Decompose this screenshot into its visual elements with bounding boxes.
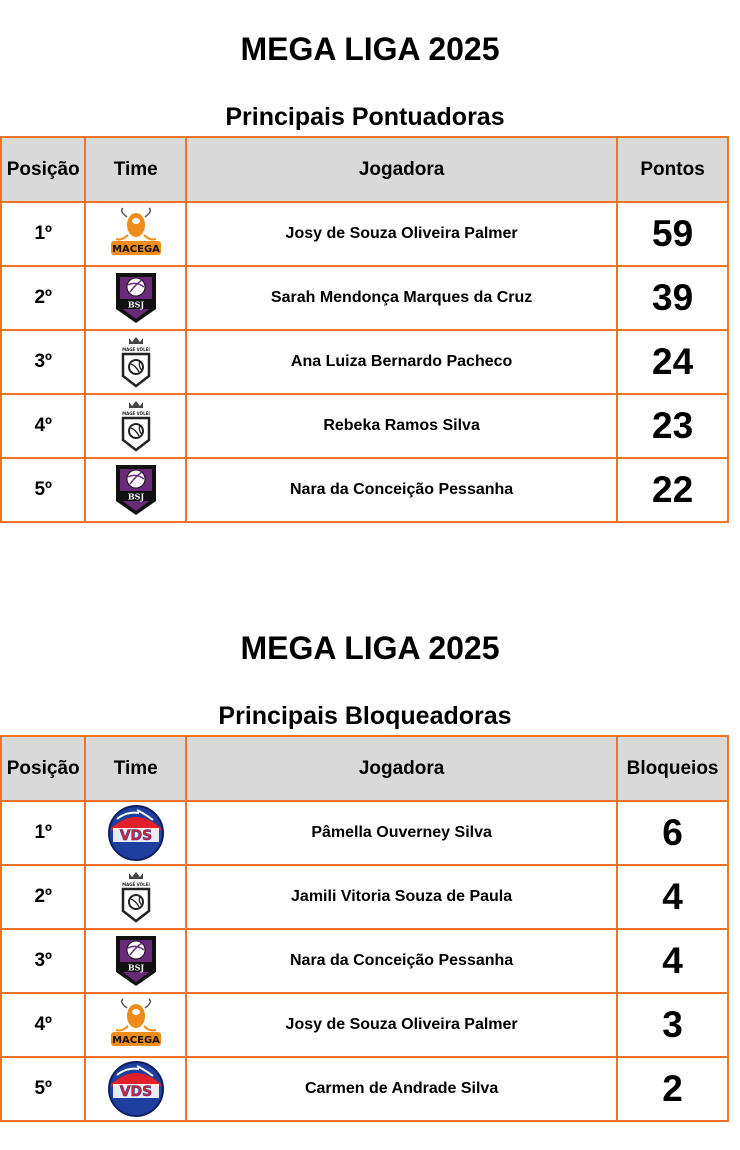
position-cell: 3º bbox=[1, 929, 85, 993]
svg-text:MACEGA: MACEGA bbox=[111, 1035, 160, 1046]
header-position: Posição bbox=[1, 736, 85, 801]
svg-text:BSJ: BSJ bbox=[127, 299, 144, 310]
blocks-value: 3 bbox=[617, 993, 728, 1057]
section-subtitle: Principais Pontuadoras bbox=[225, 103, 505, 131]
position-cell: 2º bbox=[1, 266, 85, 330]
position-cell: 3º bbox=[1, 330, 85, 394]
player-name: Josy de Souza Oliveira Palmer bbox=[186, 202, 617, 266]
bsj-logo bbox=[85, 929, 186, 993]
table-row bbox=[1, 394, 728, 458]
player-name: Ana Luiza Bernardo Pacheco bbox=[186, 330, 617, 394]
position-cell: 5º bbox=[1, 1057, 85, 1121]
player-name: Carmen de Andrade Silva bbox=[186, 1057, 617, 1121]
svg-text:MAGÉ VÔLEI: MAGÉ VÔLEI bbox=[121, 347, 150, 352]
table-row bbox=[1, 458, 728, 522]
header-blocks: Bloqueios bbox=[617, 736, 728, 801]
table-row bbox=[1, 330, 728, 394]
svg-text:BSJ: BSJ bbox=[127, 491, 144, 502]
position-cell: 1º bbox=[1, 202, 85, 266]
svg-text:VDS: VDS bbox=[119, 1084, 152, 1100]
league-title: MEGA LIGA 2025 bbox=[240, 31, 500, 67]
mage-volei-logo bbox=[85, 330, 186, 394]
player-name: Rebeka Ramos Silva bbox=[186, 394, 617, 458]
mage-volei-logo bbox=[85, 394, 186, 458]
points-value: 59 bbox=[617, 202, 728, 266]
blocks-value: 4 bbox=[617, 929, 728, 993]
player-name: Pâmella Ouverney Silva bbox=[186, 801, 617, 865]
table-header-row bbox=[1, 137, 728, 202]
blockers-table bbox=[0, 735, 729, 1122]
player-name: Josy de Souza Oliveira Palmer bbox=[186, 993, 617, 1057]
svg-text:MAGÉ VÔLEI: MAGÉ VÔLEI bbox=[121, 882, 150, 887]
player-name: Jamili Vitoria Souza de Paula bbox=[186, 865, 617, 929]
header-position: Posição bbox=[1, 137, 85, 202]
points-value: 22 bbox=[617, 458, 728, 522]
table-row bbox=[1, 993, 728, 1057]
bsj-logo bbox=[85, 458, 186, 522]
blocks-value: 2 bbox=[617, 1057, 728, 1121]
blocks-value: 6 bbox=[617, 801, 728, 865]
svg-text:MAGÉ VÔLEI: MAGÉ VÔLEI bbox=[121, 411, 150, 416]
points-value: 24 bbox=[617, 330, 728, 394]
bsj-logo bbox=[85, 266, 186, 330]
player-name: Sarah Mendonça Marques da Cruz bbox=[186, 266, 617, 330]
league-title: MEGA LIGA 2025 bbox=[240, 630, 500, 666]
table-row bbox=[1, 929, 728, 993]
blocks-value: 4 bbox=[617, 865, 728, 929]
position-cell: 4º bbox=[1, 394, 85, 458]
mage-volei-logo bbox=[85, 865, 186, 929]
points-value: 39 bbox=[617, 266, 728, 330]
position-cell: 1º bbox=[1, 801, 85, 865]
vds-logo bbox=[85, 801, 186, 865]
scorers-table bbox=[0, 136, 729, 523]
header-team: Time bbox=[85, 736, 186, 801]
table-row bbox=[1, 1057, 728, 1121]
header-points: Pontos bbox=[617, 137, 728, 202]
header-player: Jogadora bbox=[186, 736, 617, 801]
section-subtitle: Principais Bloqueadoras bbox=[218, 702, 512, 730]
position-cell: 2º bbox=[1, 865, 85, 929]
svg-text:MACEGA: MACEGA bbox=[111, 244, 160, 255]
svg-text:BSJ: BSJ bbox=[127, 962, 144, 973]
macega-logo bbox=[85, 202, 186, 266]
player-name: Nara da Conceição Pessanha bbox=[186, 458, 617, 522]
header-team: Time bbox=[85, 137, 186, 202]
points-value: 23 bbox=[617, 394, 728, 458]
table-row bbox=[1, 202, 728, 266]
position-cell: 4º bbox=[1, 993, 85, 1057]
position-cell: 5º bbox=[1, 458, 85, 522]
table-header-row bbox=[1, 736, 728, 801]
player-name: Nara da Conceição Pessanha bbox=[186, 929, 617, 993]
table-row bbox=[1, 801, 728, 865]
table-row bbox=[1, 865, 728, 929]
svg-text:VDS: VDS bbox=[119, 828, 152, 844]
vds-logo bbox=[85, 1057, 186, 1121]
table-row bbox=[1, 266, 728, 330]
header-player: Jogadora bbox=[186, 137, 617, 202]
macega-logo bbox=[85, 993, 186, 1057]
